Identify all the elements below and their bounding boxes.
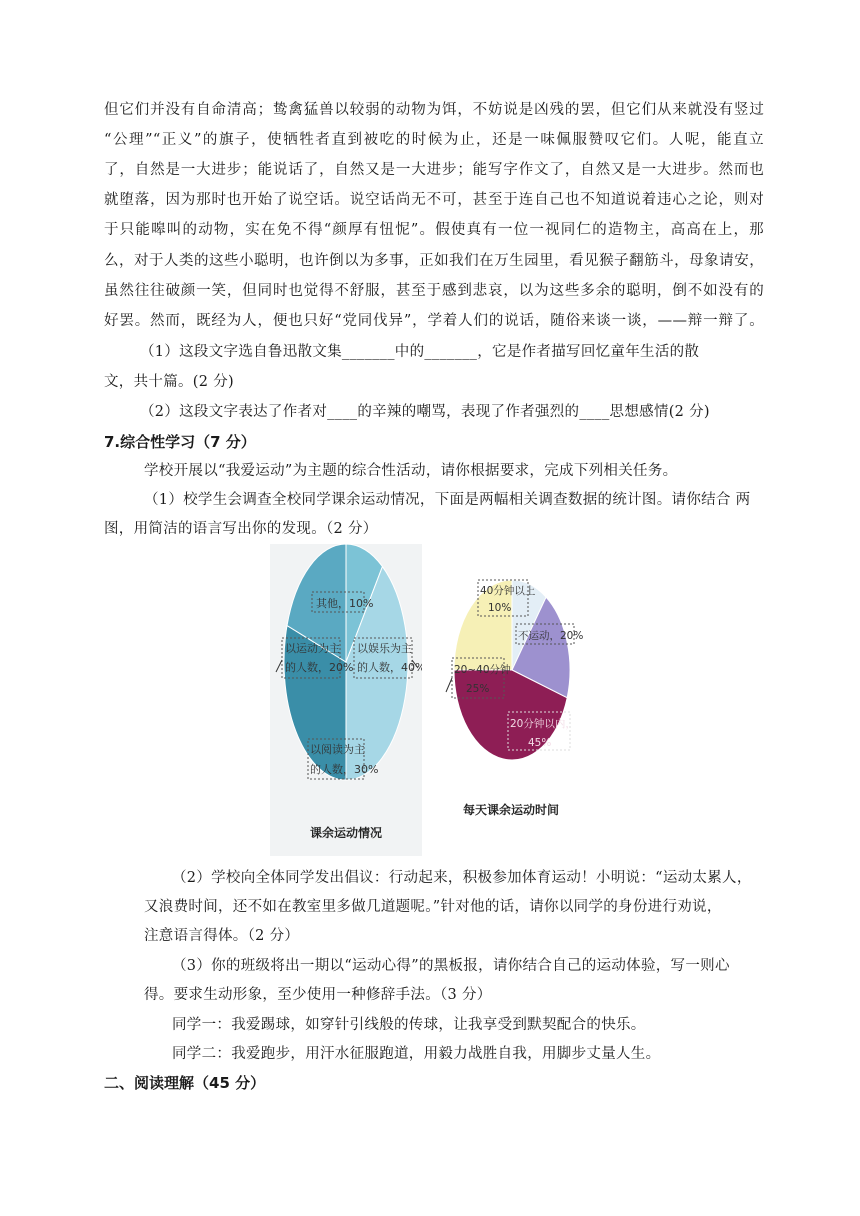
slice-label-over40-2: 10% xyxy=(488,602,512,614)
task-2-cont-2: 注意语言得体。（2 分） xyxy=(144,928,300,944)
section-7-heading: 7.综合性学习（7 分） xyxy=(104,433,256,451)
passage-line: 了，自然是一大进步；能说话了，自然又是一大进步；能写字作文了，自然又是一大进步。然而也 xyxy=(104,162,764,178)
example-2: 同学二：我爱跑步，用汗水征服跑道，用毅力战胜自我，用脚步丈量人生。 xyxy=(172,1046,661,1062)
example-1: 同学一：我爱踢球，如穿针引线般的传球，让我享受到默契配合的快乐。 xyxy=(172,1017,646,1033)
passage-line: “公理”“正义”的旗子，使牺牲者直到被吃的时候为止，还是一味佩服赞叹它们。人呢，能直立 xyxy=(104,132,764,148)
slice-label-sport-2: 的人数，20% xyxy=(285,661,354,674)
task-1-cont: 图，用简洁的语言写出你的发现。（2 分） xyxy=(104,521,378,537)
slice-label-under20: 20分钟以内， xyxy=(510,718,576,730)
task-1: （1）校学生会调查全校同学课余运动情况，下面是两幅相关调查数据的统计图。请你结合 两 xyxy=(144,492,751,508)
task-3: （3）你的班级将出一期以“运动心得”的黑板报，请你结合自己的运动体验，写一则心 xyxy=(172,958,730,974)
passage-line: 么，对于人类的这些小聪明，也许倒以为多事，正如我们在万生园里，看见猴子翻筋斗，母象请安， xyxy=(104,253,764,269)
section-7-intro: 学校开展以“我爱运动”为主题的综合性活动，请你根据要求，完成下列相关任务。 xyxy=(144,463,678,479)
task-2-cont: 又浪费时间，还不如在教室里多做几道题呢。”针对他的话，请你以同学的身份进行劝说， xyxy=(144,899,722,915)
chart-title: 课余运动情况 xyxy=(309,826,383,840)
section-2-heading: 二、阅读理解（45 分） xyxy=(104,1074,266,1092)
passage-line: 好罢。然而，既经为人，便也只好“党同伐异”，学着人们的说话，随俗来谈一谈，——辩一辩了。 xyxy=(104,313,764,329)
slice-label-none: 不运动，20% xyxy=(518,630,584,642)
slice-label-entertainment: 以娱乐为主 xyxy=(357,642,412,655)
question-2: （2）这段文字表达了作者对____的辛辣的嘲骂，表现了作者强烈的____思想感情(2 分) xyxy=(140,404,710,420)
leader-line xyxy=(276,660,282,672)
passage-line: 虽然往往破颜一笑，但同时也觉得不舒服，甚至于感到悲哀，以为这些多余的聪明，倒不如没有的 xyxy=(104,283,764,299)
slice-label-other: 其他，10% xyxy=(316,597,374,610)
chart-time-panel xyxy=(432,560,590,850)
task-2: （2）学校向全体同学发出倡议：行动起来，积极参加体育运动！小明说：“运动太累人， xyxy=(172,870,752,886)
chart-time xyxy=(432,560,590,850)
survey-figure xyxy=(270,544,590,856)
slice-label-entertainment-2: 的人数，40% xyxy=(357,661,422,674)
slice-label-reading: 以阅读为主 xyxy=(310,743,365,756)
slice-label-over40: 40分钟以上 xyxy=(480,585,536,597)
slice-label-under20-2: 45% xyxy=(528,737,552,749)
passage-line: 但它们并没有自命清高；鸷禽猛兽以较弱的动物为饵，不妨说是凶残的罢，但它们从来就没有竖过 xyxy=(104,102,764,118)
passage-line: 于只能嗥叫的动物，实在免不得“颜厚有忸怩”。假使真有一位一视同仁的造物主，高高在上，那 xyxy=(104,222,764,238)
slice-label-mid-2: 25% xyxy=(466,683,490,695)
leader-line xyxy=(446,678,452,692)
chart-title: 每天课余运动时间 xyxy=(462,803,560,817)
slice-label-mid: 20~40分钟 xyxy=(454,664,511,676)
slice-label-reading-2: 的人数，30% xyxy=(310,763,379,776)
chart-activity-panel xyxy=(270,544,422,856)
slice-label-sport: 以运动为主 xyxy=(285,642,340,655)
passage-line: 就堕落，因为那时也开始了说空话。说空话尚无不可，甚至于连自己也不知道说着违心之论，则对 xyxy=(104,192,764,208)
question-1: （1）这段文字选自鲁迅散文集_______中的_______，它是作者描写回忆童年生活的散 xyxy=(140,344,700,360)
chart-activity xyxy=(270,544,422,856)
task-3-cont: 得。要求生动形象，至少使用一种修辞手法。（3 分） xyxy=(144,987,492,1003)
question-1-cont: 文，共十篇。(2 分) xyxy=(104,374,234,390)
